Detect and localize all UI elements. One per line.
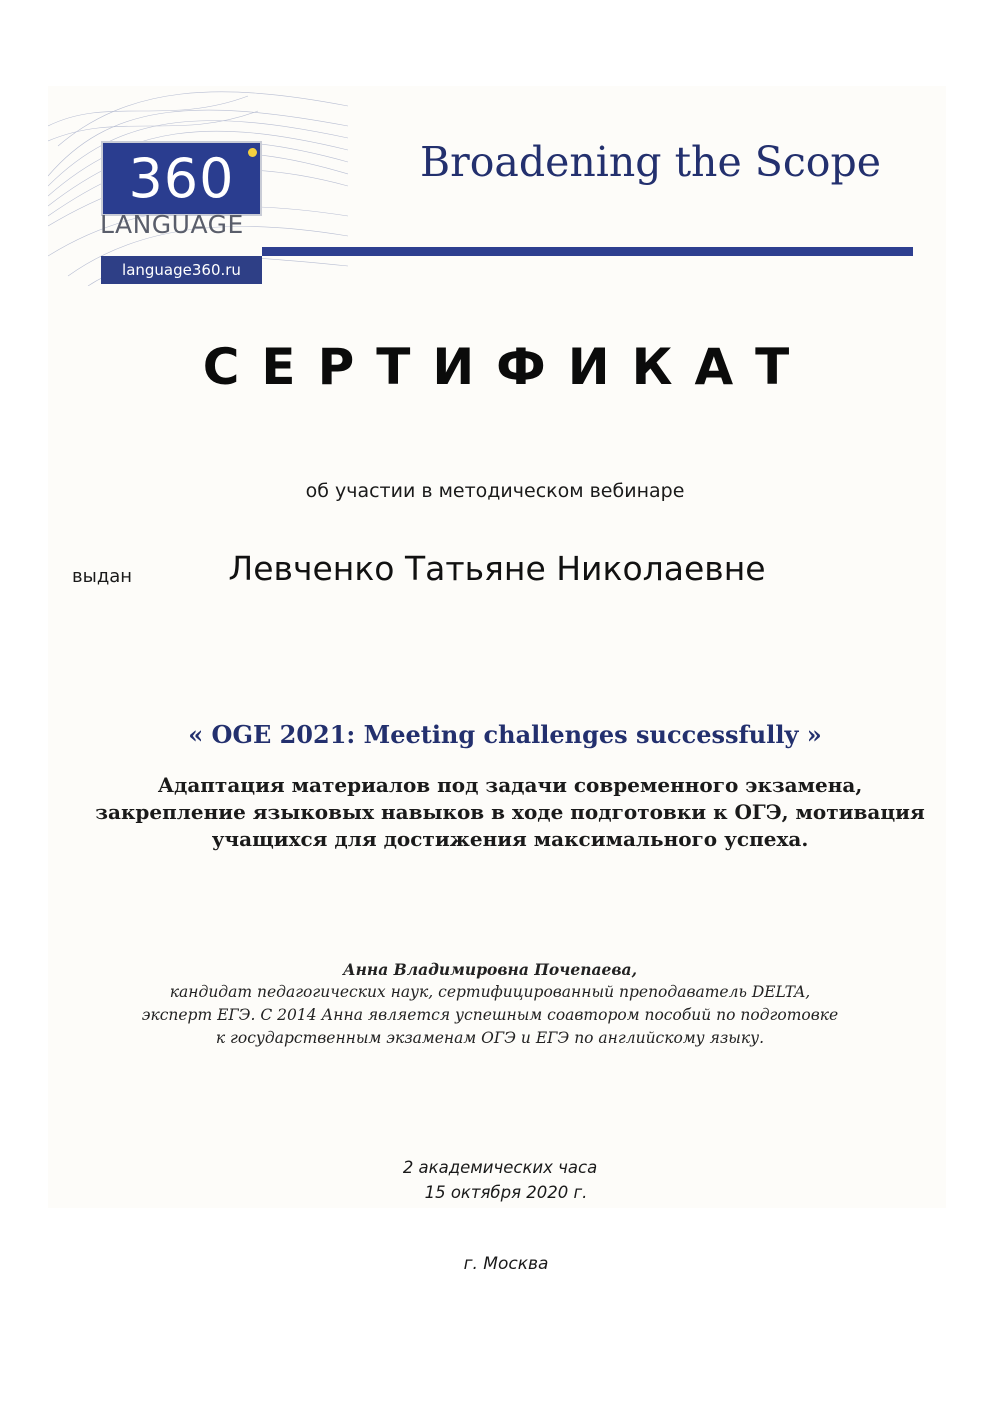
description-line: Адаптация материалов под задачи современного экзамена, (157, 773, 863, 797)
academic-hours: 2 академических часа (402, 1158, 598, 1177)
webinar-title: « OGE 2021: Meeting challenges successfully » (188, 720, 822, 749)
certificate-subtitle: об участии в методическом вебинаре (305, 480, 685, 502)
logo-dot-icon (248, 148, 257, 157)
description-line: учащихся для достижения максимального успеха. (211, 827, 809, 851)
lecturer-block (80, 958, 900, 1050)
issued-label: выдан (72, 566, 133, 587)
certificate-title: СЕРТИФИКАТ (202, 338, 812, 396)
recipient-name: Левченко Татьяне Николаевне (228, 549, 766, 588)
lecturer-bio-line: кандидат педагогических наук, сертифицированный преподаватель DELTA, (169, 983, 811, 1001)
webinar-description (90, 772, 930, 853)
hours-date-block (340, 1155, 660, 1205)
certificate-city: г. Москва (463, 1254, 549, 1274)
lecturer-bio-line: эксперт ЕГЭ. С 2014 Анна является успешным соавтором пособий по подготовке (141, 1006, 839, 1024)
logo-word: LANGUAGE (100, 210, 244, 239)
certificate-date: 15 октября 2020 г. (424, 1183, 588, 1202)
lecturer-name: Анна Владимировна Почепаева, (342, 960, 637, 979)
description-line: закрепление языковых навыков в ходе подготовки к ОГЭ, мотивация (95, 800, 925, 824)
header-rule (262, 247, 913, 256)
360-language-logo (48, 86, 348, 286)
logo-360-box: 360 (101, 141, 262, 216)
logo-url: language360.ru (101, 256, 262, 284)
header-tagline: Broadening the Scope (420, 138, 881, 186)
lecturer-bio-line: к государственным экзаменам ОГЭ и ЕГЭ по английскому языку. (215, 1029, 765, 1047)
